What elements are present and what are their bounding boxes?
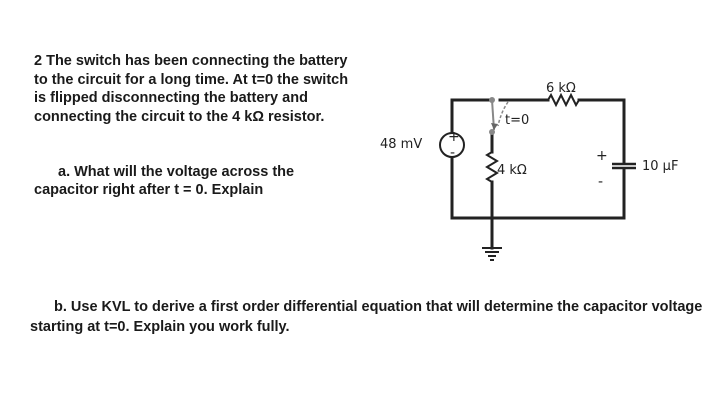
circuit-diagram <box>370 70 679 285</box>
resistor-4k-zigzag <box>487 152 497 182</box>
battery-bottom-wire <box>452 156 492 218</box>
capacitor-plus-sign: + <box>596 148 608 164</box>
switch-arrow-head <box>491 123 498 130</box>
part-a-question <box>34 163 354 199</box>
switch-contact-bottom <box>489 129 495 135</box>
problem-statement: 2 The switch has been connecting the battery to the circuit for a long time. At t=0 the switch is flipped disconnecting the battery and connecting the circuit to the 4 kΩ resistor. <box>34 53 349 125</box>
resistor-6k-zigzag <box>548 95 579 105</box>
source-minus-sign: - <box>450 145 456 161</box>
part-b-question <box>30 297 720 337</box>
capacitor-label: 10 μF <box>642 159 679 174</box>
top-wire-right <box>579 100 624 155</box>
switch-label: t=0 <box>505 113 530 128</box>
source-plus-sign: + <box>448 129 460 145</box>
part-b-text: b. Use KVL to derive a first order differential equation that will determine the capacitor voltage starting at t=0. Explain you work fully. <box>30 299 703 335</box>
part-a-text: a. What will the voltage across the capacitor right after t = 0. Explain <box>34 164 295 198</box>
switch-contact-top <box>489 97 495 103</box>
capacitor-minus-sign: - <box>598 174 604 190</box>
resistor-4k-label: 4 kΩ <box>497 163 527 178</box>
source-label: 48 mV <box>380 137 423 152</box>
resistor-6k-label: 6 kΩ <box>546 81 576 96</box>
